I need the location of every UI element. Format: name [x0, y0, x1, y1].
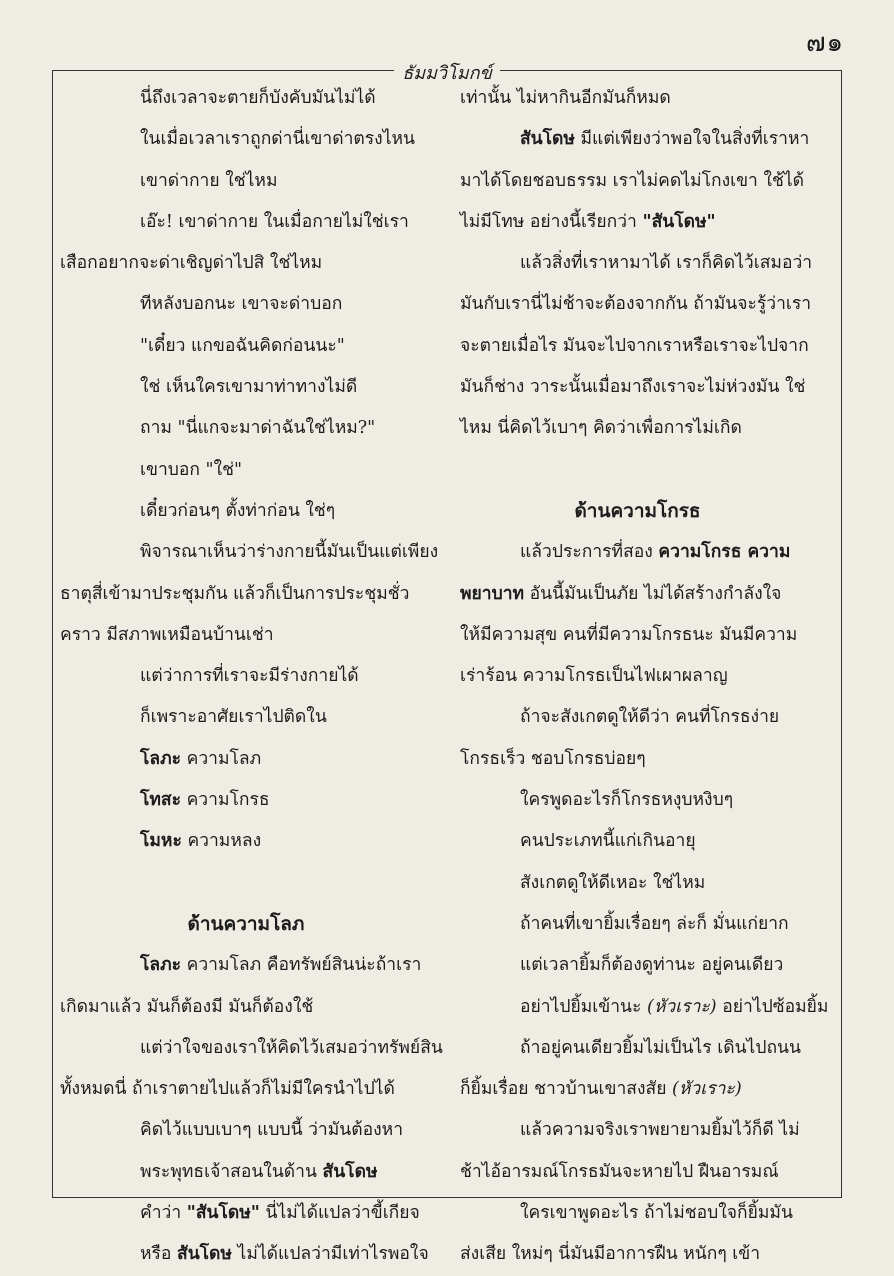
text-run: ความโลภ คือทรัพย์สินน่ะถ้าเรา — [181, 955, 422, 976]
text-line — [60, 202, 432, 243]
text-run: ก็เพราะอาศัยเราไปติดใน — [140, 707, 327, 728]
text-line — [60, 656, 432, 697]
text-run: โกรธเร็ว ชอบโกรธบ่อยๆ — [460, 748, 646, 769]
text-line — [460, 780, 815, 821]
text-run: หรือ — [140, 1244, 178, 1265]
text-run: ในเมื่อเวลาเราถูกด่านี่เขาด่าตรงไหน — [140, 129, 416, 150]
bold-term: โทสะ — [140, 790, 182, 811]
text-run: เขาด่ากาย ใช่ไหม — [140, 170, 278, 191]
text-line — [60, 780, 432, 821]
bold-term: สันโดษ — [520, 129, 575, 150]
text-run: เขาบอก "ใช่" — [140, 459, 243, 480]
text-line — [60, 739, 432, 780]
bold-term: โมหะ — [140, 831, 182, 852]
text-line — [60, 326, 432, 367]
text-run: เกิดมาแล้ว มันก็ต้องมี มันก็ต้องใช้ — [60, 996, 314, 1017]
text-run: สังเกตดูให้ดีเหอะ ใช่ไหม — [520, 872, 706, 893]
running-head-text: ธัมมวิโมกข์ — [394, 63, 500, 84]
text-run: ทีหลังบอกนะ เขาจะด่าบอก — [140, 294, 343, 315]
text-line — [460, 697, 815, 738]
text-run: คนประเภทนี้แก่เกินอายุ — [520, 831, 696, 852]
italic-note: (หัวเราะ) — [672, 1079, 742, 1100]
bold-term: สันโดษ — [177, 1244, 232, 1265]
text-line — [460, 615, 815, 656]
text-run: แล้วประการที่สอง — [520, 542, 659, 563]
text-run: เดี๋ยวก่อนๆ ตั้งท่าก่อน ใช่ๆ — [140, 500, 336, 521]
section-heading: ด้านความโลภ — [187, 912, 305, 935]
text-line — [60, 1028, 443, 1069]
text-line — [460, 284, 815, 325]
text-line — [60, 367, 432, 408]
text-run: ถ้าคนที่เขายิ้มเรื่อยๆ ล่ะก็ มั่นแก่ยาก — [520, 913, 789, 934]
section-heading: ด้านความโกรธ — [574, 499, 701, 522]
text-run: ใช่ เห็นใครเขามาท่าทางไม่ดี — [140, 377, 358, 398]
text-line — [460, 1028, 815, 1069]
text-run: อย่าไปซ้อมยิ้ม — [716, 996, 829, 1017]
blank-line — [460, 450, 815, 491]
text-run: ความหลง — [181, 831, 262, 852]
right-column — [460, 78, 829, 1276]
text-run: อย่าไปยิ้มเข้านะ — [520, 996, 647, 1017]
text-run: เท่านั้น ไม่หากินอีกมันก็หมด — [460, 88, 671, 108]
text-line — [460, 904, 815, 945]
bold-term: "สันโดษ" — [642, 211, 716, 232]
text-run: นี่ถึงเวลาจะตายก็บังคับมันไม่ได้ — [140, 88, 376, 108]
text-line — [60, 408, 432, 449]
text-run: ส่งเสีย ใหม่ๆ นี่มันมีอาการฝืน หนักๆ เข้า — [460, 1244, 761, 1265]
text-line — [460, 202, 815, 243]
text-line — [60, 119, 432, 160]
text-run: ถาม "นี่แกจะมาด่าฉันใช่ไหม?" — [140, 418, 376, 439]
text-line — [460, 821, 815, 862]
text-line — [60, 450, 432, 491]
text-line — [460, 161, 815, 202]
text-line — [60, 574, 432, 615]
text-line — [60, 987, 432, 1028]
text-line — [60, 1234, 432, 1275]
text-line — [60, 78, 432, 119]
text-run: ถ้าอยู่คนเดียวยิ้มไม่เป็นไร เดินไปถนน — [520, 1037, 801, 1058]
text-line — [60, 1152, 432, 1193]
text-line — [460, 326, 815, 367]
text-line — [460, 532, 815, 573]
text-line — [460, 78, 815, 119]
text-run: ไม่มีโทษ อย่างนี้เรียกว่า — [460, 211, 643, 232]
text-run: ใครพูดอะไรก็โกรธหงุบหงิบๆ — [520, 790, 734, 811]
text-line — [60, 1069, 432, 1110]
text-line — [460, 1193, 815, 1234]
text-run: เอ๊ะ! เขาด่ากาย ในเมื่อกายไม่ใช่เรา — [140, 211, 409, 232]
text-line — [460, 574, 815, 615]
text-line — [60, 532, 439, 573]
text-run: แล้วความจริงเราพยายามยิ้มไว้ก็ดี ไม่ — [520, 1120, 800, 1141]
text-line — [60, 161, 432, 202]
text-run: มันก็ช่าง วาระนั้นเมื่อมาถึงเราจะไม่ห่วงมัน ใช่ — [460, 377, 806, 398]
text-line — [60, 243, 432, 284]
text-run: แต่ว่าการที่เราจะมีร่างกายได้ — [140, 666, 359, 687]
text-line — [60, 1193, 432, 1234]
bold-term: ความโกรธ ความ — [658, 542, 791, 563]
text-run: แล้วสิ่งที่เราหามาได้ เราก็คิดไว้เสมอว่า — [520, 253, 813, 274]
text-run: คำว่า — [140, 1203, 187, 1224]
text-run: ความโกรธ — [181, 790, 270, 811]
text-line — [460, 987, 829, 1028]
text-run: แต่ว่าใจของเราให้คิดไว้เสมอว่าทรัพย์สิน — [140, 1037, 443, 1058]
text-line — [460, 367, 815, 408]
text-line — [460, 243, 815, 284]
text-run: ให้มีความสุข คนที่มีความโกรธนะ มันมีความ — [460, 624, 798, 645]
text-run: ถ้าจะสังเกตดูให้ดีว่า คนที่โกรธง่าย — [520, 707, 780, 728]
page-number: ๗๑ — [805, 28, 844, 58]
text-run: มีแต่เพียงว่าพอใจในสิ่งที่เราหา — [574, 129, 810, 150]
text-run: จะตายเมื่อไร มันจะไปจากเราหรือเราจะไปจาก — [460, 335, 809, 356]
text-run: ก็ยิ้มเรื่อย ชาวบ้านเขาสงสัย — [460, 1079, 673, 1100]
text-line — [60, 697, 432, 738]
text-run: อันนี้มันเป็นภัย ไม่ได้สร้างกำลังใจ — [524, 583, 782, 604]
text-line — [460, 1152, 815, 1193]
text-line — [460, 1110, 815, 1151]
text-line — [60, 284, 432, 325]
left-column — [60, 78, 443, 1276]
text-run: ทั้งหมดนี่ ถ้าเราตายไปแล้วก็ไม่มีใครนำไปได้ — [60, 1079, 395, 1100]
text-run: ธาตุสี่เข้ามาประชุมกัน แล้วก็เป็นการประชุมชั่ว — [60, 583, 410, 604]
text-line — [460, 119, 815, 160]
text-run: ไหม นี่คิดไว้เบาๆ คิดว่าเพื่อการไม่เกิด — [460, 418, 742, 439]
text-line — [460, 656, 815, 697]
text-run: คราว มีสภาพเหมือนบ้านเช่า — [60, 624, 274, 645]
text-run: คิดไว้แบบเบาๆ แบบนี้ ว่ามันต้องหา — [140, 1120, 404, 1141]
text-line — [460, 945, 815, 986]
bold-term: พยาบาท — [460, 583, 525, 604]
text-line — [60, 821, 432, 862]
text-run: "เดี๋ยว แกขอฉันคิดก่อนนะ" — [140, 335, 345, 356]
text-run: ใครเขาพูดอะไร ถ้าไม่ชอบใจก็ยิ้มมัน — [520, 1203, 793, 1224]
text-run: เสือกอยากจะด่าเชิญด่าไปสิ ใช่ไหม — [60, 253, 323, 274]
text-run: แต่เวลายิ้มก็ต้องดูท่านะ อยู่คนเดียว — [520, 955, 784, 976]
text-run: พระพุทธเจ้าสอนในด้าน — [140, 1161, 323, 1182]
text-run: พิจารณาเห็นว่าร่างกายนี้มันเป็นแต่เพียง — [140, 542, 439, 563]
text-line — [460, 408, 815, 449]
bold-term: สันโดษ — [322, 1161, 378, 1182]
text-line — [60, 615, 432, 656]
text-line — [460, 1234, 815, 1275]
text-run: เร่าร้อน ความโกรธเป็นไฟเผาผลาญ — [460, 666, 728, 687]
text-run: ความโลภ — [181, 748, 262, 769]
italic-note: (หัวเราะ) — [647, 996, 717, 1017]
text-line — [60, 491, 432, 532]
bold-term: โลภะ — [140, 748, 182, 769]
text-line — [60, 1110, 432, 1151]
text-line — [460, 739, 815, 780]
text-run: มันกับเรานี่ไม่ช้าจะต้องจากกัน ถ้ามันจะรู้ว่าเรา — [460, 294, 812, 315]
blank-line — [60, 863, 432, 904]
text-line — [60, 945, 432, 986]
text-line — [460, 863, 815, 904]
text-run: ช้าไอ้อารมณ์โกรธมันจะหายไป ฝืนอารมณ์ — [460, 1161, 779, 1182]
bold-term: โลภะ — [140, 955, 182, 976]
bold-term: "สันโดษ" — [186, 1203, 260, 1224]
text-run: นี่ไม่ได้แปลว่าขี้เกียจ — [259, 1203, 420, 1224]
text-line — [460, 1069, 815, 1110]
text-run: ไม่ได้แปลว่ามีเท่าไรพอใจ — [231, 1244, 429, 1265]
text-run: มาได้โดยชอบธรรม เราไม่คดไม่โกงเขา ใช้ได้ — [460, 170, 805, 191]
